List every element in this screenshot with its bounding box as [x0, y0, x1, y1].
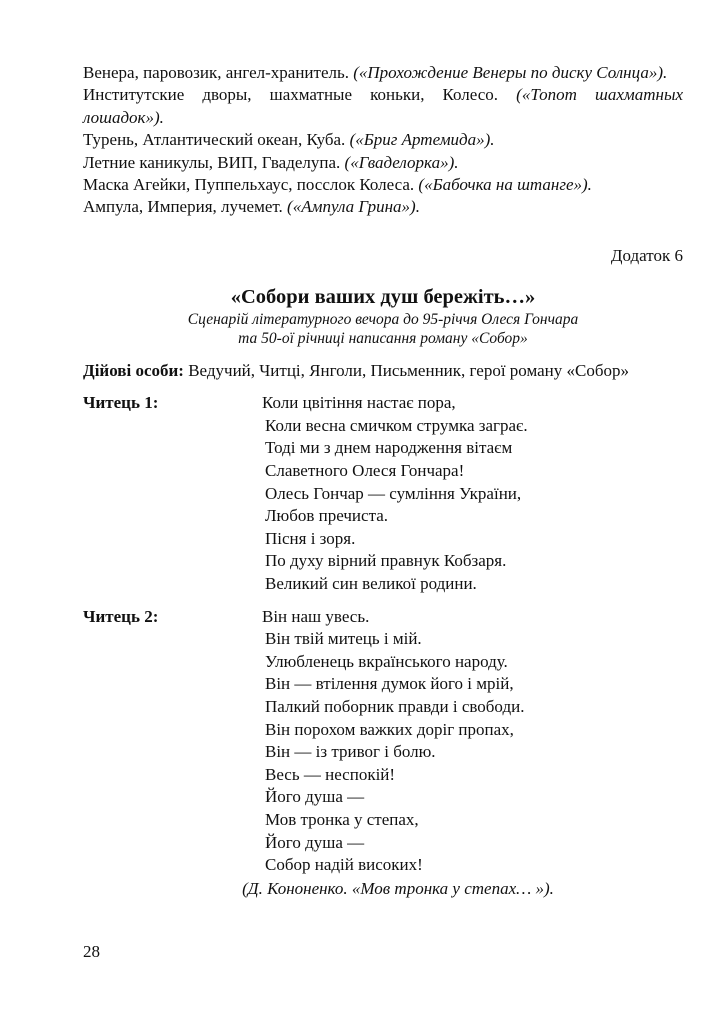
verse-line: Любов пречиста.	[265, 506, 389, 526]
verse-line: Коли цвітіння настає пора,	[262, 393, 456, 413]
verse-line: Він — втілення думок його і мрій,	[265, 674, 514, 694]
subtitle-line-2: та 50-ої річниці написання роману «Собор»	[238, 329, 528, 347]
verse-line: Коли весна смичком струмка заграє.	[265, 415, 528, 435]
addendum-label: Додаток 6	[610, 245, 683, 265]
verse-line: Палкий поборник правди і свободи.	[265, 696, 525, 716]
dramatis-personae	[83, 360, 683, 382]
verse-line: Його душа —	[265, 787, 365, 807]
subtitle-line-1: Сценарій літературного вечора до 95-річчя Олеся Гончара	[187, 310, 579, 328]
verse-line: По духу вірний правнук Кобзаря.	[265, 551, 507, 571]
reader-1-verse	[262, 392, 683, 595]
verse-line: Пісня і зоря.	[265, 528, 356, 548]
verse-line: Він наш увесь.	[262, 606, 370, 626]
reader-2-block	[83, 606, 683, 877]
reader-2-verse	[262, 606, 683, 877]
page-body	[83, 62, 683, 900]
verse-citation: (Д. Кононенко. «Мов тронка у степах… »).	[242, 878, 554, 898]
verse-line: Великий син великої родини.	[265, 574, 477, 593]
page-title: «Собори ваших душ бережіть…»	[230, 285, 536, 308]
reader-1-label: Читець 1:	[83, 393, 159, 413]
verse-line: Славетного Олеся Гончара!	[265, 461, 465, 481]
list-item: Институтские дворы, шахматные коньки, Колесо. («Топот шахматных лошадок»).	[83, 85, 684, 127]
top-list	[83, 62, 683, 219]
list-item: Маска Агейки, Пуппельхаус, посслок Колеса. («Бабочка на штанге»).	[83, 175, 592, 195]
verse-line: Він твій митець і мій.	[265, 629, 422, 649]
persons-label: Дійові особи:	[83, 360, 184, 380]
verse-line: Олесь Гончар — сумління України,	[265, 483, 522, 503]
list-item: Венера, паровозик, ангел-хранитель. («Прохождение Венеры по диску Солнца»).	[83, 63, 668, 82]
verse-line: Він — із тривог і болю.	[265, 742, 436, 762]
verse-line: Він порохом важких доріг пропах,	[265, 719, 514, 739]
page-number: 28	[83, 942, 100, 961]
verse-line: Собор надій високих!	[265, 855, 423, 875]
verse-line: Улюбленець вкраїнського народу.	[265, 651, 508, 671]
list-item: Турень, Атлантический океан, Куба. («Бриг Артемида»).	[83, 130, 495, 150]
verse-line: Тоді ми з днем народження вітаєм	[265, 438, 513, 458]
verse-line: Його душа —	[265, 832, 365, 852]
reader-1-block	[83, 392, 683, 595]
verse-line: Мов тронка у степах,	[265, 809, 419, 829]
reader-2-label: Читець 2:	[83, 606, 159, 626]
list-item: Летние каникулы, ВИП, Гваделупа. («Гваделорка»).	[83, 152, 459, 172]
verse-line: Весь — неспокій!	[265, 764, 396, 784]
list-item: Ампула, Империя, лучемет. («Ампула Грина»).	[83, 197, 420, 217]
persons-text: Ведучий, Читці, Янголи, Письменник, герої роману «Собор»	[183, 360, 629, 380]
